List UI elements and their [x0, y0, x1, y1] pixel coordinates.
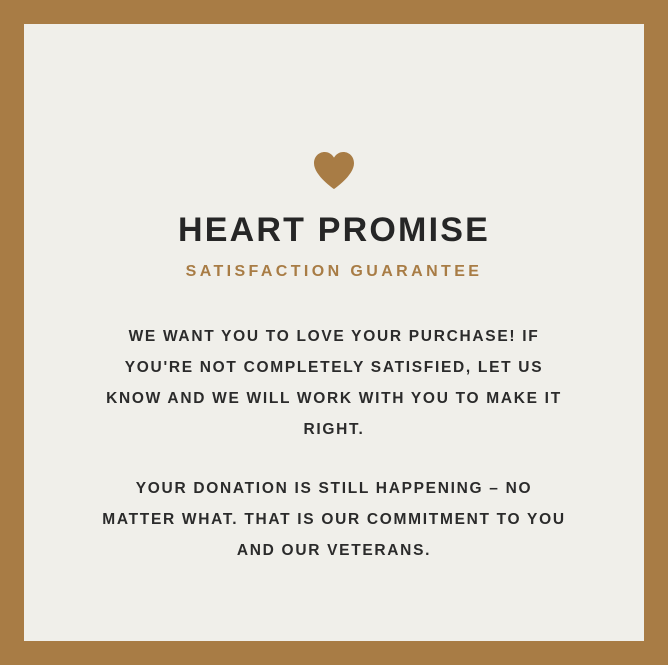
promise-paragraph-2: YOUR DONATION IS STILL HAPPENING – NO MATTER WHAT. THAT IS OUR COMMITMENT TO YOU AND OUR VETERANS.	[102, 480, 566, 560]
promise-paragraph-1: WE WANT YOU TO LOVE YOUR PURCHASE! IF YOU'RE NOT COMPLETELY SATISFIED, LET US KNOW AND WE WILL WORK WITH YOU TO MAKE IT RIGHT.	[106, 328, 562, 439]
page-title: HEART PROMISE	[178, 211, 490, 249]
heart-icon	[312, 150, 356, 190]
page-subtitle: SATISFACTION GUARANTEE	[185, 263, 483, 281]
promise-card	[24, 24, 644, 641]
